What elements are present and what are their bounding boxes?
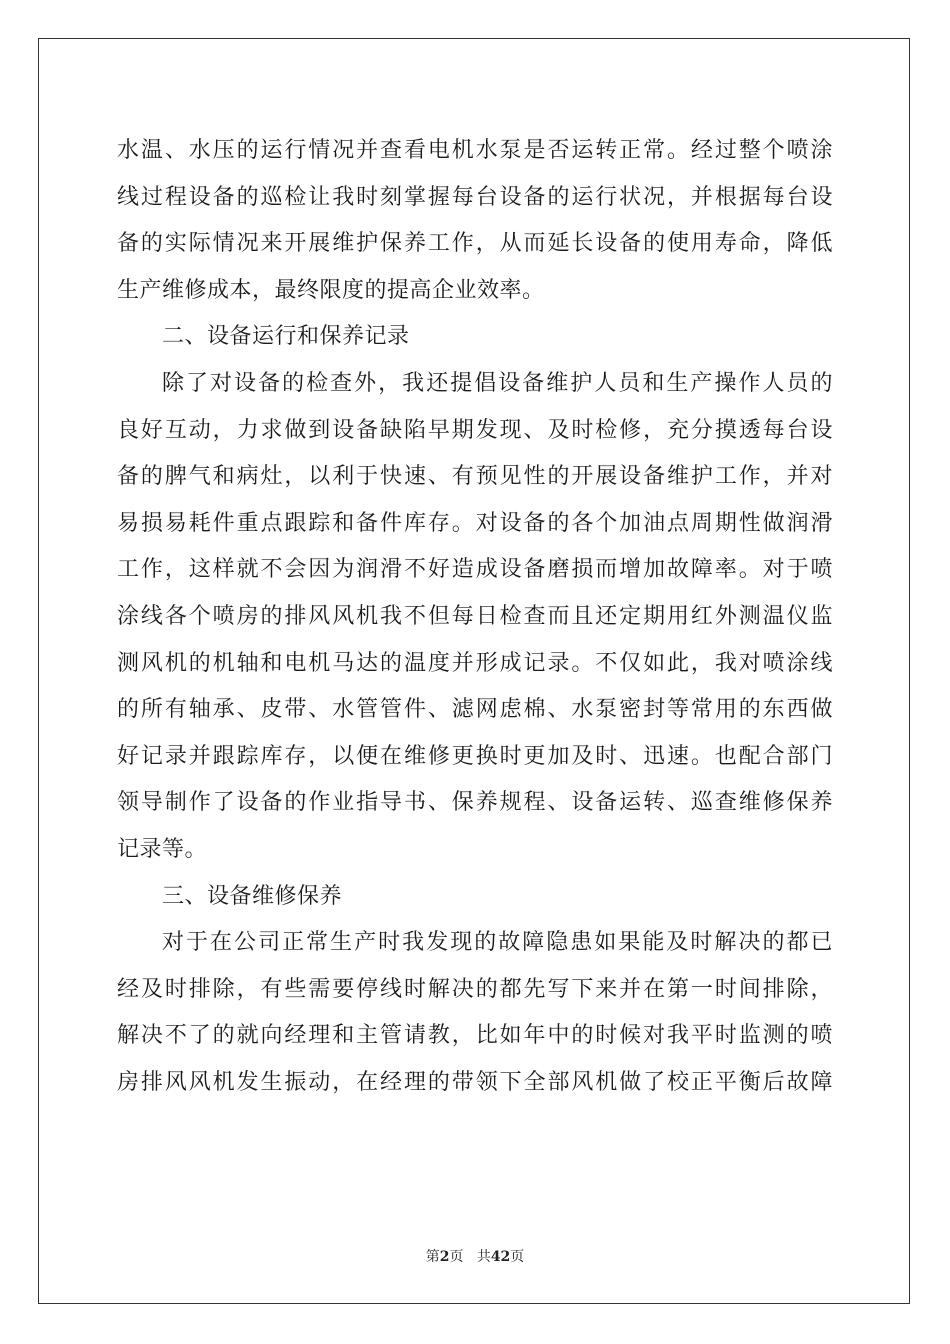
- total-prefix: 共: [476, 1249, 491, 1265]
- text-line: 除了对设备的检查外，我还提倡设备维护人员和生产操作人员的: [162, 370, 833, 396]
- text-line: 二、设备运行和保养记录: [162, 324, 410, 350]
- text-line: 三、设备维修保养: [162, 883, 343, 909]
- total-suffix: 页: [510, 1249, 525, 1265]
- text-line: 备的脾气和病灶，以利于快速、有预见性的开展设备维护工作，并对: [117, 464, 833, 490]
- text-line: 解决不了的就向经理和主管请教，比如年中的时候对我平时监测的喷: [117, 1023, 833, 1049]
- text-line: 经及时排除，有些需要停线时解决的都先写下来并在第一时间排除，: [117, 976, 833, 1002]
- text-line: 测风机的机轴和电机马达的温度并形成记录。不仅如此，我对喷涂线: [117, 650, 833, 676]
- page-footer: [0, 1246, 950, 1266]
- page-number: 2: [439, 1249, 450, 1265]
- total-pages: 42: [490, 1249, 511, 1265]
- page-suffix: 页: [449, 1249, 464, 1265]
- text-line: 工作，这样就不会因为润滑不好造成设备磨损而增加故障率。对于喷: [117, 557, 833, 583]
- text-line: 好记录并跟踪库存，以便在维修更换时更加及时、迅速。也配合部门: [117, 743, 833, 769]
- text-line: 生产维修成本，最终限度的提高企业效率。: [117, 277, 545, 303]
- text-line: 水温、水压的运行情况并查看电机水泵是否运转正常。经过整个喷涂: [117, 138, 833, 163]
- text-line: 良好互动，力求做到设备缺陷早期发现、及时检修，充分摸透每台设: [117, 417, 833, 443]
- text-line: 易损易耗件重点跟踪和备件库存。对设备的各个加油点周期性做润滑: [117, 510, 833, 536]
- text-line: 的所有轴承、皮带、水管管件、滤网虑棉、水泵密封等常用的东西做: [117, 697, 833, 723]
- text-line: 线过程设备的巡检让我时刻掌握每台设备的运行状况，并根据每台设: [117, 184, 833, 210]
- text-line: 涂线各个喷房的排风风机我不但每日检查而且还定期用红外测温仪监: [117, 603, 833, 629]
- document-body: [117, 128, 833, 1106]
- text-line: 对于在公司正常生产时我发现的故障隐患如果能及时解决的都已: [162, 930, 833, 956]
- text-line: 房排风风机发生振动，在经理的带领下全部风机做了校正平衡后故障: [117, 1069, 833, 1095]
- text-line: 记录等。: [117, 836, 208, 862]
- text-line: 领导制作了设备的作业指导书、保养规程、设备运转、巡查维修保养: [117, 790, 833, 816]
- page-prefix: 第: [425, 1249, 440, 1265]
- text-line: 备的实际情况来开展维护保养工作，从而延长设备的使用寿命，降低: [117, 231, 833, 257]
